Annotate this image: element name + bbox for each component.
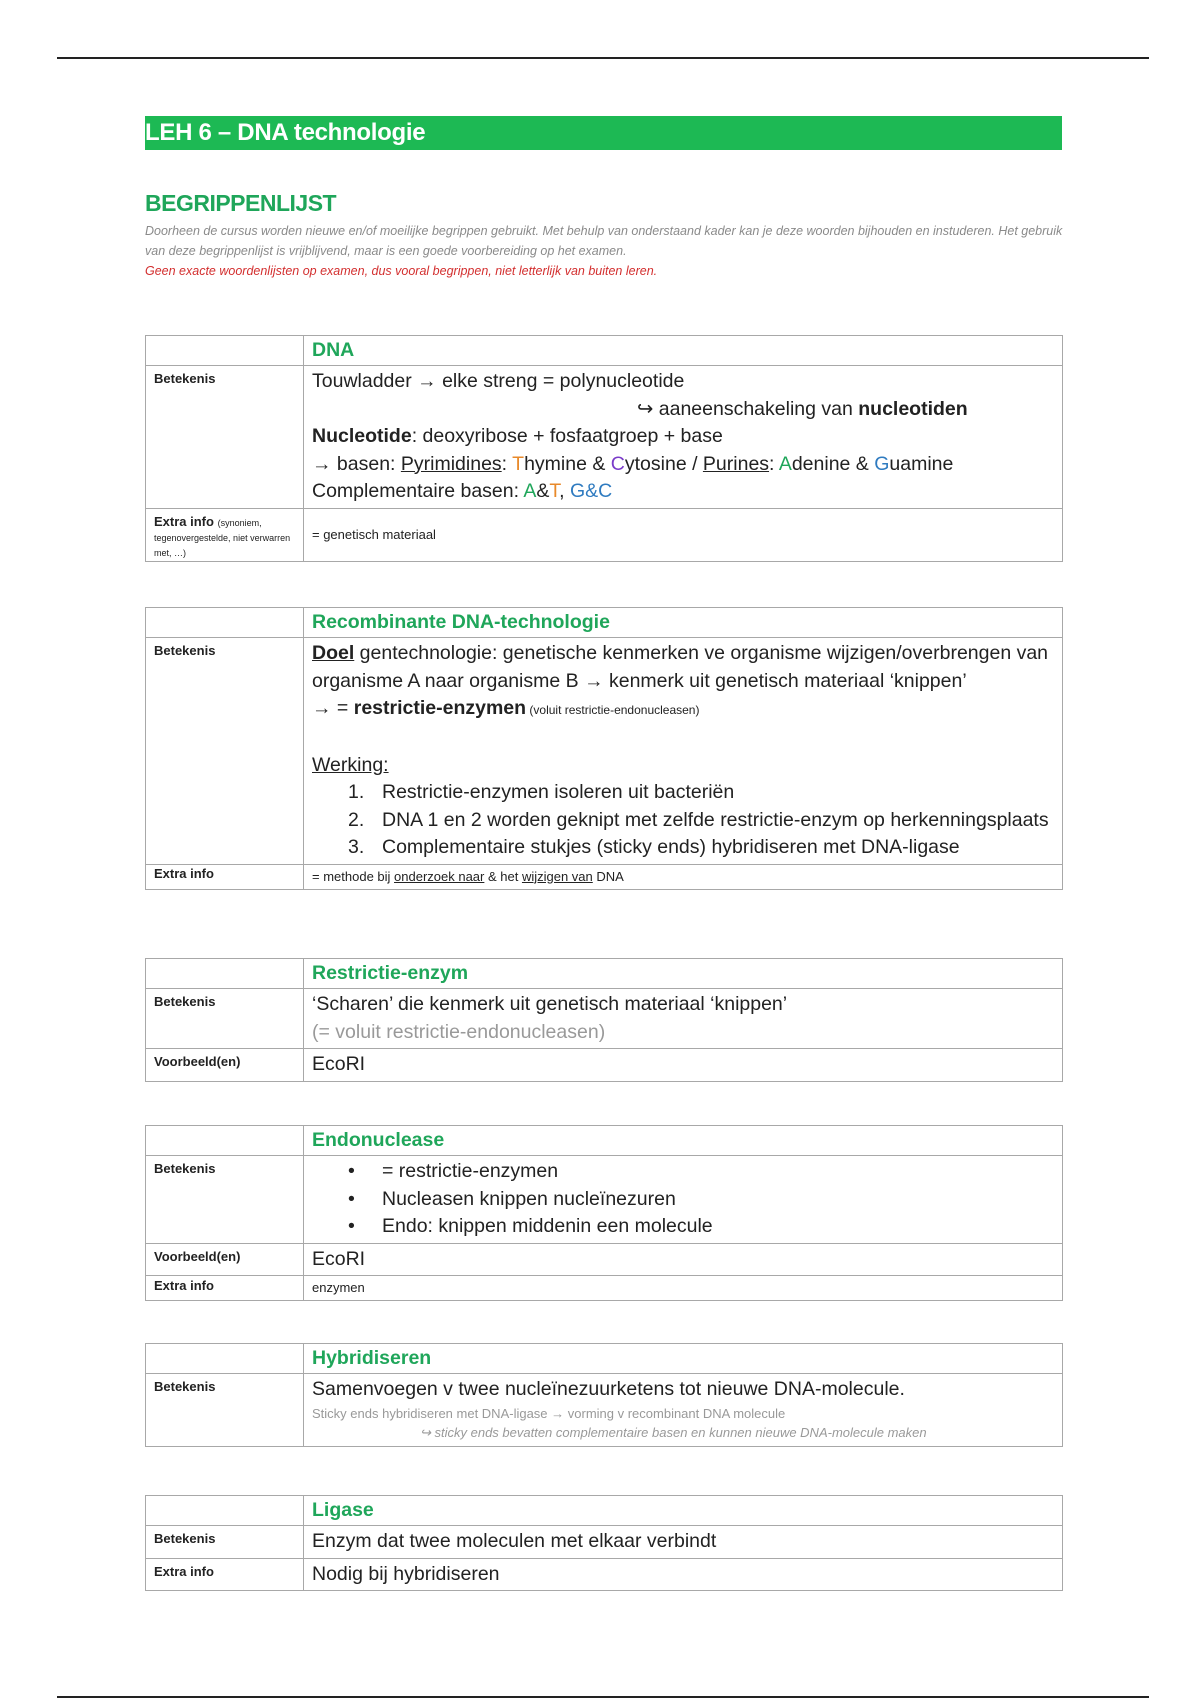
step-item: 3. Complementaire stukjes (sticky ends) hybridiseren met DNA-ligase <box>348 836 960 858</box>
term-extra: = genetisch materiaal <box>304 508 1063 561</box>
step-item: 2. DNA 1 en 2 worden geknipt met zelfde restrictie-enzym op herkenningsplaats <box>348 808 1049 831</box>
term-name: Restrictie-enzym <box>304 959 1063 989</box>
term-meaning <box>304 366 1063 509</box>
label-betekenis: Betekenis <box>146 1156 304 1244</box>
term-name: Hybridiseren <box>304 1344 1063 1374</box>
term-name: Recombinante DNA-technologie <box>304 608 1063 638</box>
term-meaning: Enzym dat twee moleculen met elkaar verbindt <box>304 1526 1063 1559</box>
label-voorbeelden: Voorbeeld(en) <box>146 1049 304 1082</box>
meaning-line: Touwladder → elke streng = polynucleotide <box>312 370 685 392</box>
term-meaning <box>304 1374 1063 1447</box>
meaning-line: ‘Scharen’ die kenmerk uit genetisch materiaal ‘knippen’ <box>312 993 788 1015</box>
werking-heading: Werking: <box>312 753 389 776</box>
term-name: Endonuclease <box>304 1126 1063 1156</box>
label-betekenis: Betekenis <box>146 1374 304 1447</box>
term-table-restrictie-enzym <box>145 958 1063 1082</box>
bullet-item: • Nucleasen knippen nucleïnezuren <box>348 1187 676 1210</box>
label-betekenis: Betekenis <box>146 989 304 1049</box>
meaning-line: Samenvoegen v twee nucleïnezuurketens tot nieuwe DNA-molecule. <box>312 1378 905 1400</box>
term-example: EcoRI <box>304 1243 1063 1276</box>
meaning-line: → = restrictie-enzymen (voluit restrictie-endonucleasen) <box>312 697 700 719</box>
label-betekenis: Betekenis <box>146 1526 304 1559</box>
intro-description: Doorheen de cursus worden nieuwe en/of moeilijke begrippen gebruikt. Met behulp van onderstaand kader kan je deze woorden bijhouden en instuderen. Het gebruik van deze begrippenlijst is vrijblijvend, maar is een goede voorbereiding op het examen. <box>145 224 1063 258</box>
term-example: EcoRI <box>304 1049 1063 1082</box>
chapter-heading: LEH 6 – DNA technologie <box>145 116 1062 150</box>
bullet-item: • = restrictie-enzymen <box>348 1160 559 1182</box>
label-extra-info: Extra info <box>146 864 304 889</box>
intro-warning: Geen exacte woordenlijsten op examen, dus vooral begrippen, niet letterlijk van buiten leren. <box>145 264 658 278</box>
term-meaning <box>304 1156 1063 1244</box>
bullet-item: • Endo: knippen middenin een molecule <box>348 1215 713 1237</box>
term-meaning <box>304 989 1063 1049</box>
bottom-rule <box>57 1696 1149 1698</box>
label-betekenis: Betekenis <box>146 366 304 509</box>
term-table-ligase <box>145 1495 1063 1591</box>
step-item: 1. Restrictie-enzymen isoleren uit bacteriën <box>348 781 735 803</box>
label-extra-info: Extra info <box>146 1276 304 1301</box>
section-title: BEGRIPPENLIJST <box>145 190 337 216</box>
label-extra-info: Extra info (synoniem, tegenovergestelde, niet verwarren met, …) <box>146 508 304 561</box>
meaning-line: → basen: Pyrimidines: Thymine & Cytosine / Purines: Adenine & Guamine <box>312 452 954 475</box>
top-rule <box>57 57 1149 59</box>
term-table-hybridiseren <box>145 1343 1063 1447</box>
label-betekenis: Betekenis <box>146 638 304 865</box>
meaning-line: ↪ aaneenschakeling van nucleotiden <box>637 397 968 420</box>
meaning-line: (= voluit restrictie-endonucleasen) <box>312 1020 606 1043</box>
meaning-line: Doel gentechnologie: genetische kenmerken ve organisme wijzigen/overbrengen van organisme A naar organisme B → kenmerk uit genetisch materiaal ‘knippen’ <box>312 642 1049 692</box>
term-table-dna <box>145 335 1063 562</box>
term-extra: enzymen <box>304 1276 1063 1301</box>
term-meaning <box>304 638 1063 865</box>
term-table-recombinante <box>145 607 1063 890</box>
meaning-line: Complementaire basen: A&T, G&C <box>312 480 613 502</box>
meaning-line: ↪ sticky ends bevatten complementaire basen en kunnen nieuwe DNA-molecule maken <box>420 1424 927 1440</box>
term-table-endonuclease <box>145 1125 1063 1301</box>
term-name: DNA <box>304 336 1063 366</box>
meaning-line: Nucleotide: deoxyribose + fosfaatgroep + base <box>312 425 723 447</box>
term-name: Ligase <box>304 1496 1063 1526</box>
label-voorbeelden: Voorbeeld(en) <box>146 1243 304 1276</box>
intro-text <box>145 221 1065 281</box>
term-extra: Nodig bij hybridiseren <box>304 1558 1063 1591</box>
term-extra: = methode bij onderzoek naar & het wijzigen van DNA <box>304 864 1063 889</box>
meaning-line: Sticky ends hybridiseren met DNA-ligase → vorming v recombinant DNA molecule <box>312 1405 786 1421</box>
label-extra-info: Extra info <box>146 1558 304 1591</box>
